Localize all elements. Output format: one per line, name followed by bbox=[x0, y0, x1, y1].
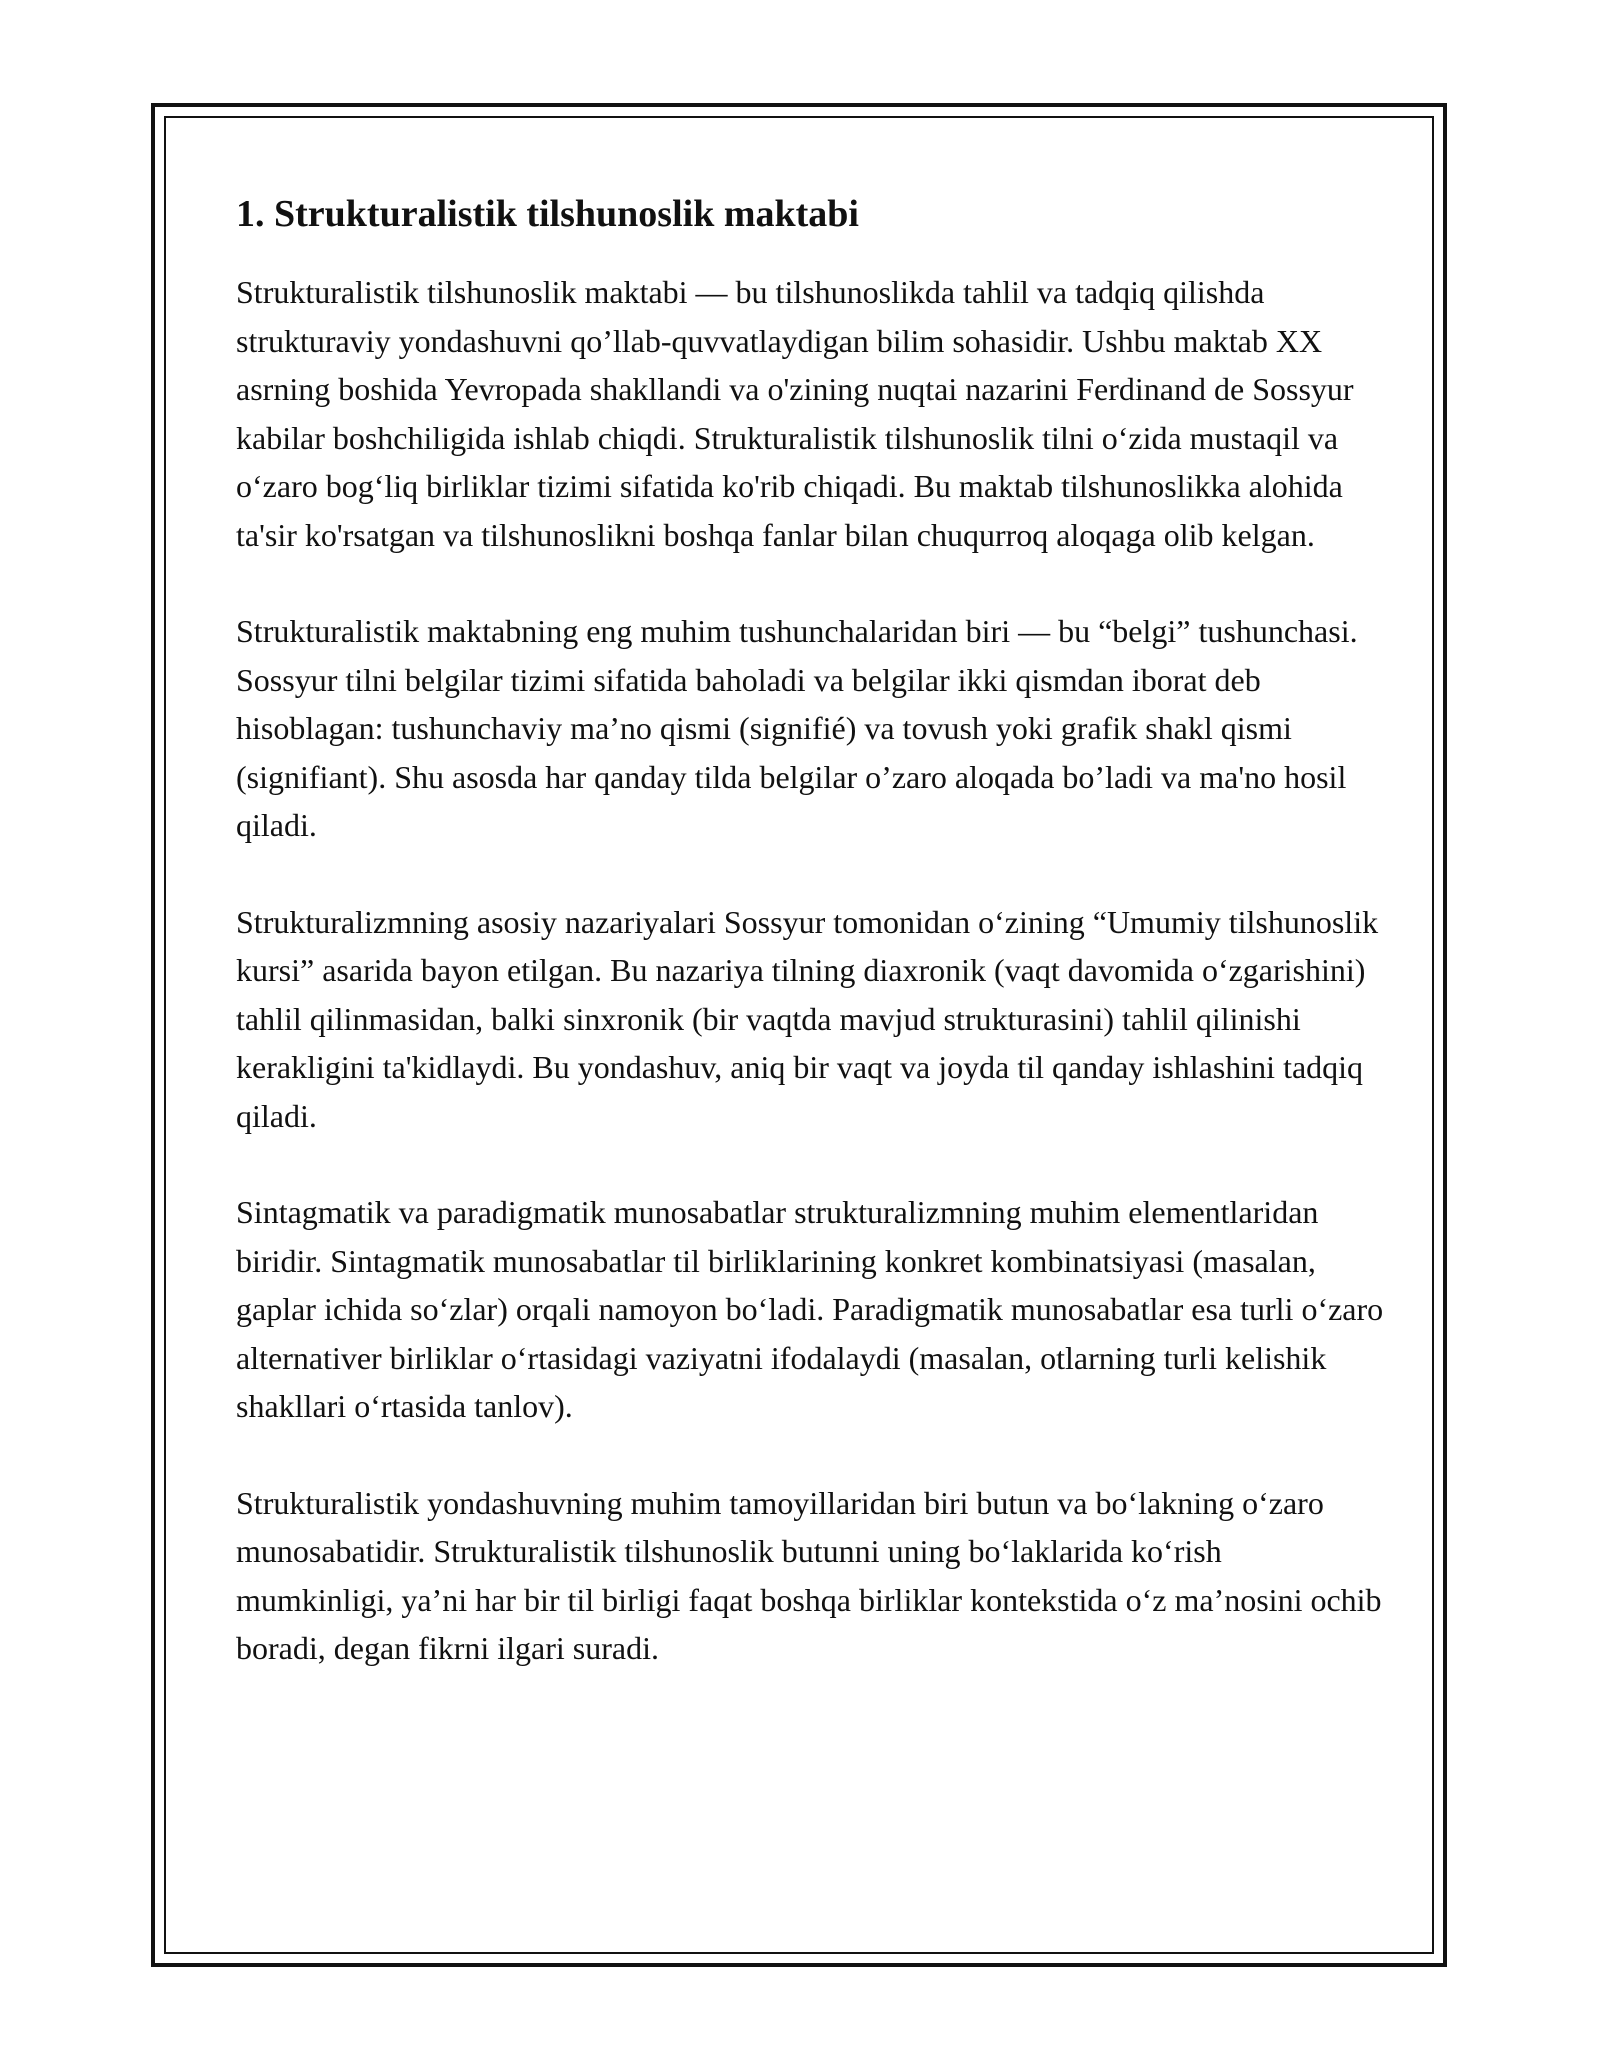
paragraph-intro: Strukturalistik tilshunoslik maktabi — bu tilshunoslikda tahlil va tadqiq qilishda strukturaviy yondashuvni qo’llab-quvvatlaydigan bilim sohasidir. Ushbu maktab XX asrning boshida Yevropada shakllandi va o'zining nuqtai nazarini Ferdinand de Sossyur kabilar boshchiligida ishlab chiqdi. Strukturalistik tilshunoslik tilni o‘zida mustaqil va o‘zaro bog‘liq birliklar tizimi sifatida ko'rib chiqadi. Bu maktab tilshunoslikka alohida ta'sir ko'rsatgan va tilshunoslikni boshqa fanlar bilan chuqurroq aloqaga olib kelgan. bbox=[236, 274, 1354, 553]
section-heading: 1. Strukturalistik tilshunoslik maktabi bbox=[236, 193, 859, 235]
paragraph-butun-bolak: Strukturalistik yondashuvning muhim tamoyillaridan biri butun va bo‘lakning o‘zaro munosabatidir. Strukturalistik tilshunoslik butunni uning bo‘laklarida ko‘rish mumkinligi, ya’ni har bir til birligi faqat boshqa birliklar kontekstida o‘z ma’nosini ochib boradi, degan fikrni ilgari suradi. bbox=[236, 1484, 1382, 1666]
paragraph-munosabatlar: Sintagmatik va paradigmatik munosabatlar strukturalizmning muhim elementlaridan biridir. Sintagmatik munosabatlar til birliklarining konkret kombinatsiyasi (masalan, gaplar ichida so‘zlar) orqali namoyon bo‘ladi. Paradigmatik munosabatlar esa turli o‘zaro alternativer birliklar o‘rtasidagi vaziyatni ifodalaydi (masalan, otlarning turli kelishik shakllari o‘rtasida tanlov). bbox=[236, 1194, 1384, 1424]
paragraph-belgi: Strukturalistik maktabning eng muhim tushunchalaridan biri — bu “belgi” tushunchasi. Sossyur tilni belgilar tizimi sifatida baholadi va belgilar ikki qismdan iborat deb hisoblagan: tushunchaviy ma’no qismi (signifié) va tovush yoki grafik shakl qismi (signifiant). Shu asosda har qanday tilda belgilar o’zaro aloqada bo’ladi va ma'no hosil qiladi. bbox=[236, 613, 1358, 843]
paragraph-nazariya: Strukturalizmning asosiy nazariyalari Sossyur tomonidan o‘zining “Umumiy tilshunoslik kursi” asarida bayon etilgan. Bu nazariya tilning diaxronik (vaqt davomida o‘zgarishini) tahlil qilinmasidan, balki sinxronik (bir vaqtda mavjud strukturasini) tahlil qilinishi kerakligini ta'kidlaydi. Bu yondashuv, aniq bir vaqt va joyda til qanday ishlashini tadqiq qiladi. bbox=[236, 903, 1379, 1134]
document-body bbox=[236, 190, 1386, 1673]
